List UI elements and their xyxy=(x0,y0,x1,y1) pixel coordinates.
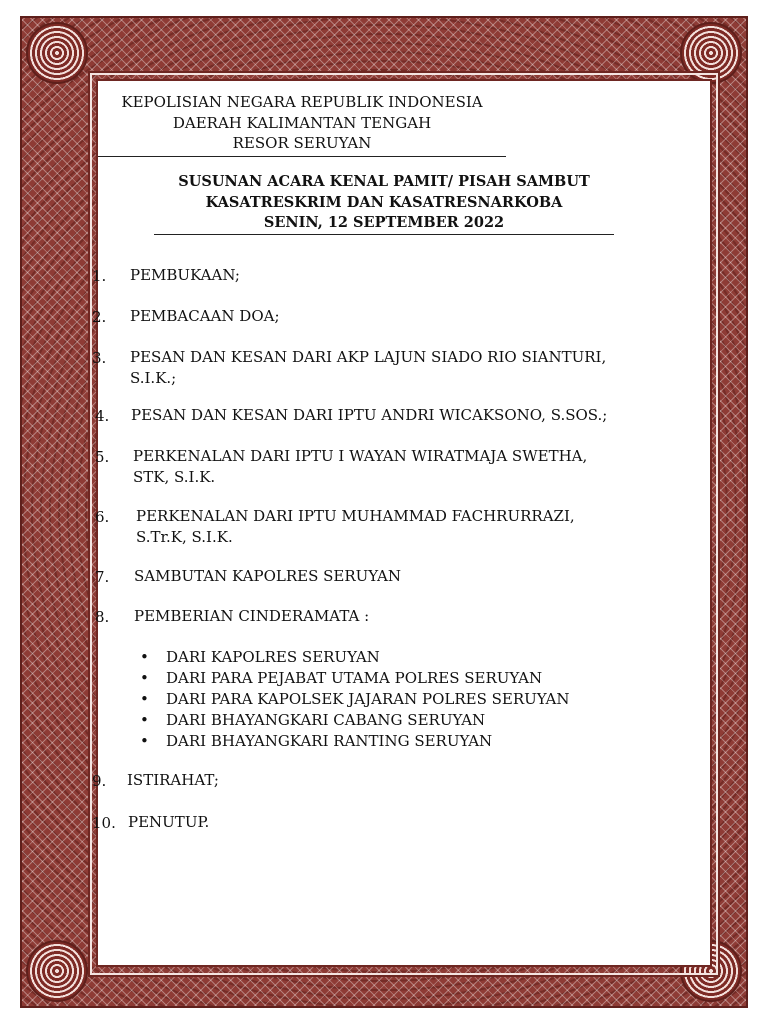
corner-rosette-ornament xyxy=(26,940,88,1002)
item-text: PEMBACAAN DOA; xyxy=(130,307,280,325)
item-number: 10. xyxy=(92,814,116,832)
sub-item-text: DARI BHAYANGKARI CABANG SERUYAN xyxy=(166,711,486,729)
item-text-continued: S.I.K.; xyxy=(130,369,177,387)
item-number: 9. xyxy=(92,772,107,790)
item-text: PESAN DAN KESAN DARI IPTU ANDRI WICAKSONO, S.SOS.; xyxy=(131,406,608,424)
item-text: PEMBERIAN CINDERAMATA : xyxy=(134,607,370,625)
title-line-2: KASATRESKRIM DAN KASATRESNARKOBA xyxy=(205,194,563,211)
header-underline xyxy=(98,156,506,157)
item-text: PEMBUKAAN; xyxy=(130,266,240,284)
bullet-icon: • xyxy=(140,669,149,687)
item-number: 2. xyxy=(92,308,107,326)
title-underline xyxy=(154,234,614,235)
item-number: 6. xyxy=(95,508,110,526)
header-line-2: DAERAH KALIMANTAN TENGAH xyxy=(172,114,432,132)
corner-rosette-ornament xyxy=(26,22,88,84)
bullet-icon: • xyxy=(140,711,149,729)
item-number: 4. xyxy=(95,407,110,425)
bullet-icon: • xyxy=(140,648,149,666)
bullet-icon: • xyxy=(140,690,149,708)
item-text: SAMBUTAN KAPOLRES SERUYAN xyxy=(134,567,401,585)
item-text-continued: S.Tr.K, S.I.K. xyxy=(136,528,233,546)
sub-item-text: DARI PARA PEJABAT UTAMA POLRES SERUYAN xyxy=(166,669,543,687)
title-line-1: SUSUNAN ACARA KENAL PAMIT/ PISAH SAMBUT xyxy=(178,173,590,190)
item-number: 8. xyxy=(95,608,110,626)
item-number: 3. xyxy=(92,349,107,367)
item-text-continued: STK, S.I.K. xyxy=(133,468,216,486)
header-line-1: KEPOLISIAN NEGARA REPUBLIK INDONESIA xyxy=(121,93,483,111)
item-text: PERKENALAN DARI IPTU MUHAMMAD FACHRURRAZI, xyxy=(136,507,575,525)
item-text: PERKENALAN DARI IPTU I WAYAN WIRATMAJA SWETHA, xyxy=(133,447,588,465)
title-line-3: SENIN, 12 SEPTEMBER 2022 xyxy=(263,214,505,231)
sub-item-text: DARI BHAYANGKARI RANTING SERUYAN xyxy=(166,732,493,750)
item-number: 5. xyxy=(95,448,110,466)
sub-item-text: DARI PARA KAPOLSEK JAJARAN POLRES SERUYAN xyxy=(166,690,570,708)
sub-item-text: DARI KAPOLRES SERUYAN xyxy=(166,648,380,666)
item-number: 1. xyxy=(92,267,107,285)
item-text: PESAN DAN KESAN DARI AKP LAJUN SIADO RIO SIANTURI, xyxy=(130,348,607,366)
header-line-3: RESOR SERUYAN xyxy=(232,134,372,152)
item-text: PENUTUP. xyxy=(128,813,210,831)
bullet-icon: • xyxy=(140,732,149,750)
item-text: ISTIRAHAT; xyxy=(127,771,219,789)
item-number: 7. xyxy=(95,568,110,586)
